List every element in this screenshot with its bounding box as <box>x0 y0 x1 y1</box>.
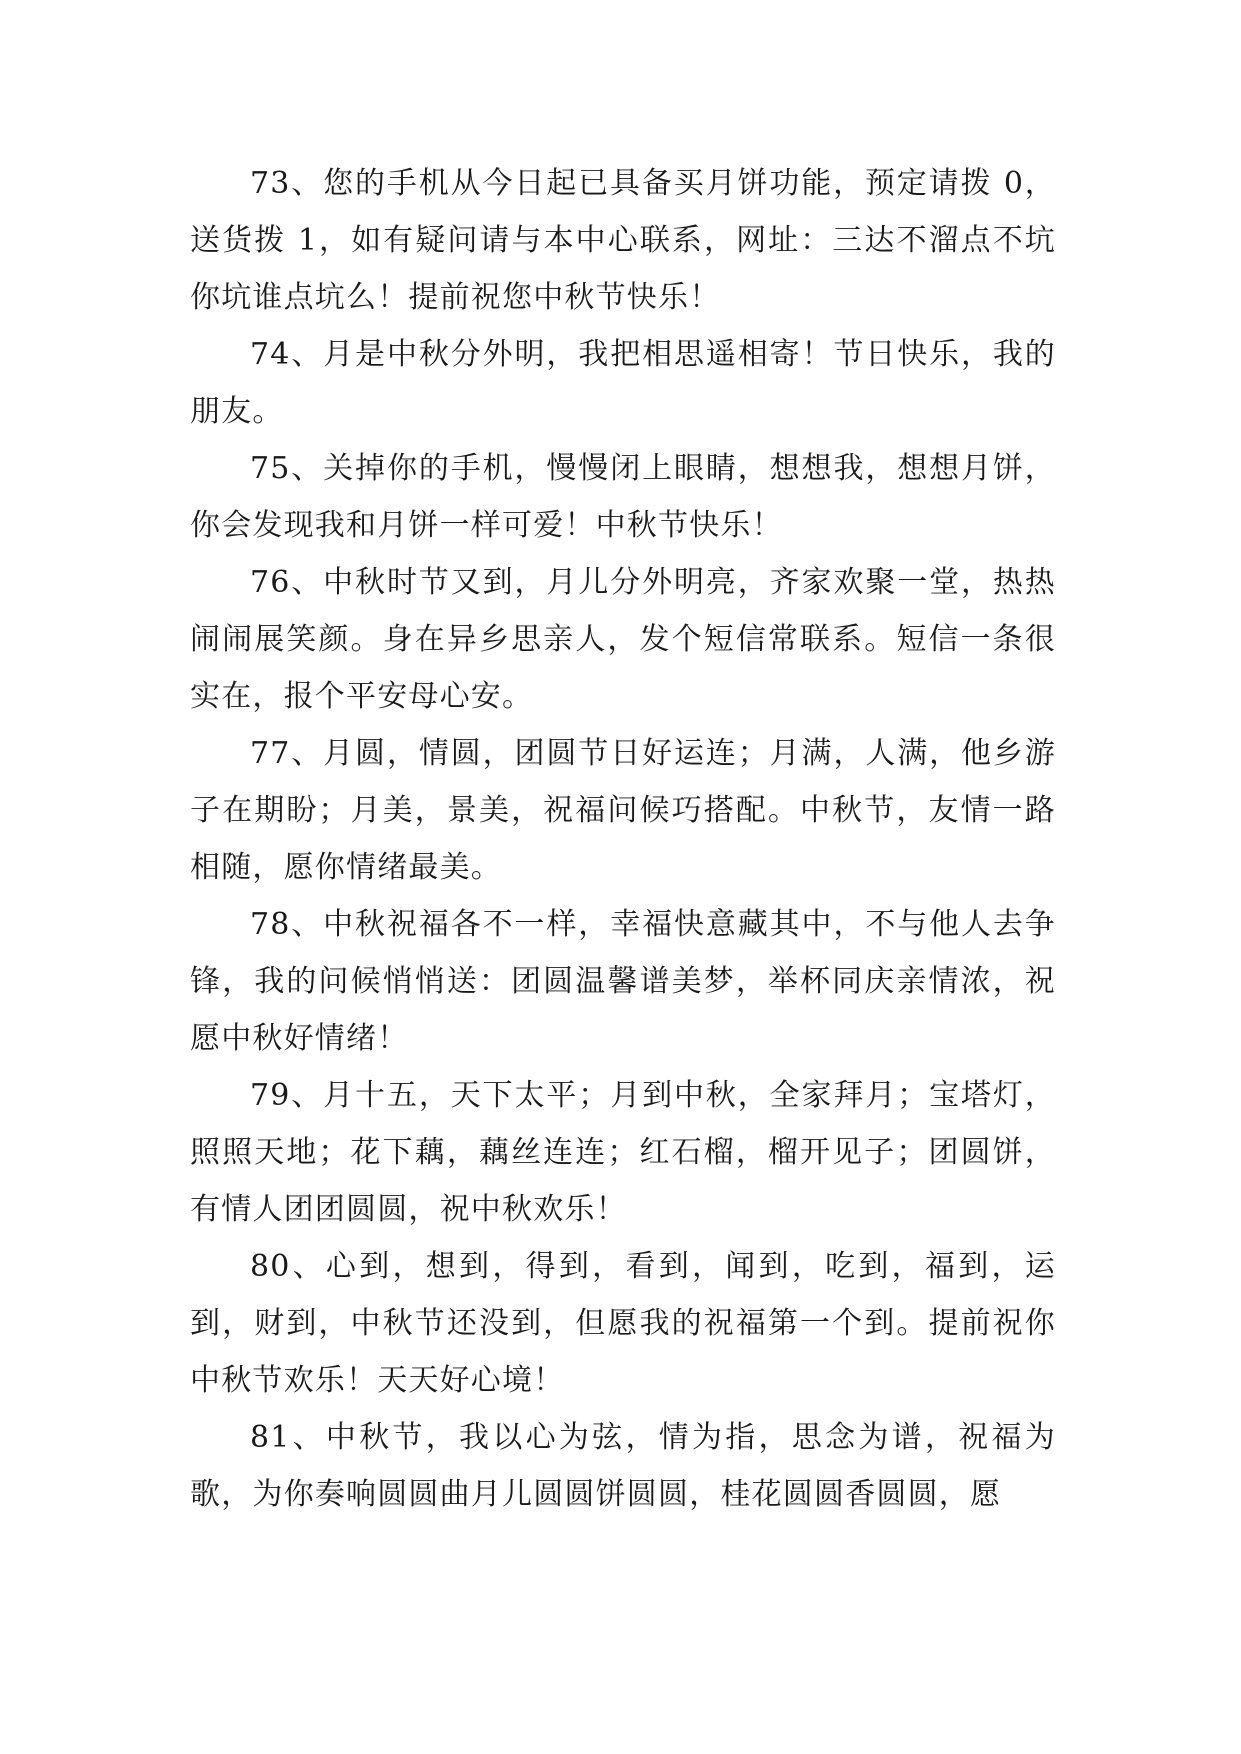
paragraph-73: 73、您的手机从今日起已具备买月饼功能，预定请拨 0，送货拨 1，如有疑问请与本中心联系，网址：三达不溜点不坑你坑谁点坑么！提前祝您中秋节快乐！ <box>190 166 1056 315</box>
paragraph-79: 79、月十五，天下太平；月到中秋，全家拜月；宝塔灯，照照天地；花下藕，藕丝连连；红石榴，榴开见子；团圆饼，有情人团团圆圆，祝中秋欢乐！ <box>190 1078 1056 1227</box>
paragraph-75: 75、关掉你的手机，慢慢闭上眼睛，想想我，想想月饼，你会发现我和月饼一样可爱！中秋节快乐！ <box>190 451 1056 543</box>
document-body <box>190 155 1056 1523</box>
paragraph-76: 76、中秋时节又到，月儿分外明亮，齐家欢聚一堂，热热闹闹展笑颜。身在异乡思亲人，发个短信常联系。短信一条很实在，报个平安母心安。 <box>190 565 1056 714</box>
paragraph-80: 80、心到，想到，得到，看到，闻到，吃到，福到，运到，财到，中秋节还没到，但愿我的祝福第一个到。提前祝你中秋节欢乐！天天好心境！ <box>190 1249 1056 1398</box>
paragraph-74: 74、月是中秋分外明，我把相思遥相寄！节日快乐，我的朋友。 <box>190 337 1056 429</box>
paragraph-78: 78、中秋祝福各不一样，幸福快意藏其中，不与他人去争锋，我的问候悄悄送：团圆温馨谱美梦，举杯同庆亲情浓，祝愿中秋好情绪！ <box>190 907 1056 1056</box>
paragraph-81: 81、中秋节，我以心为弦，情为指，思念为谱，祝福为歌，为你奏响圆圆曲月儿圆圆饼圆圆，桂花圆圆香圆圆，愿 <box>190 1420 1056 1512</box>
paragraph-77: 77、月圆，情圆，团圆节日好运连；月满，人满，他乡游子在期盼；月美，景美，祝福问候巧搭配。中秋节，友情一路相随，愿你情绪最美。 <box>190 736 1056 885</box>
